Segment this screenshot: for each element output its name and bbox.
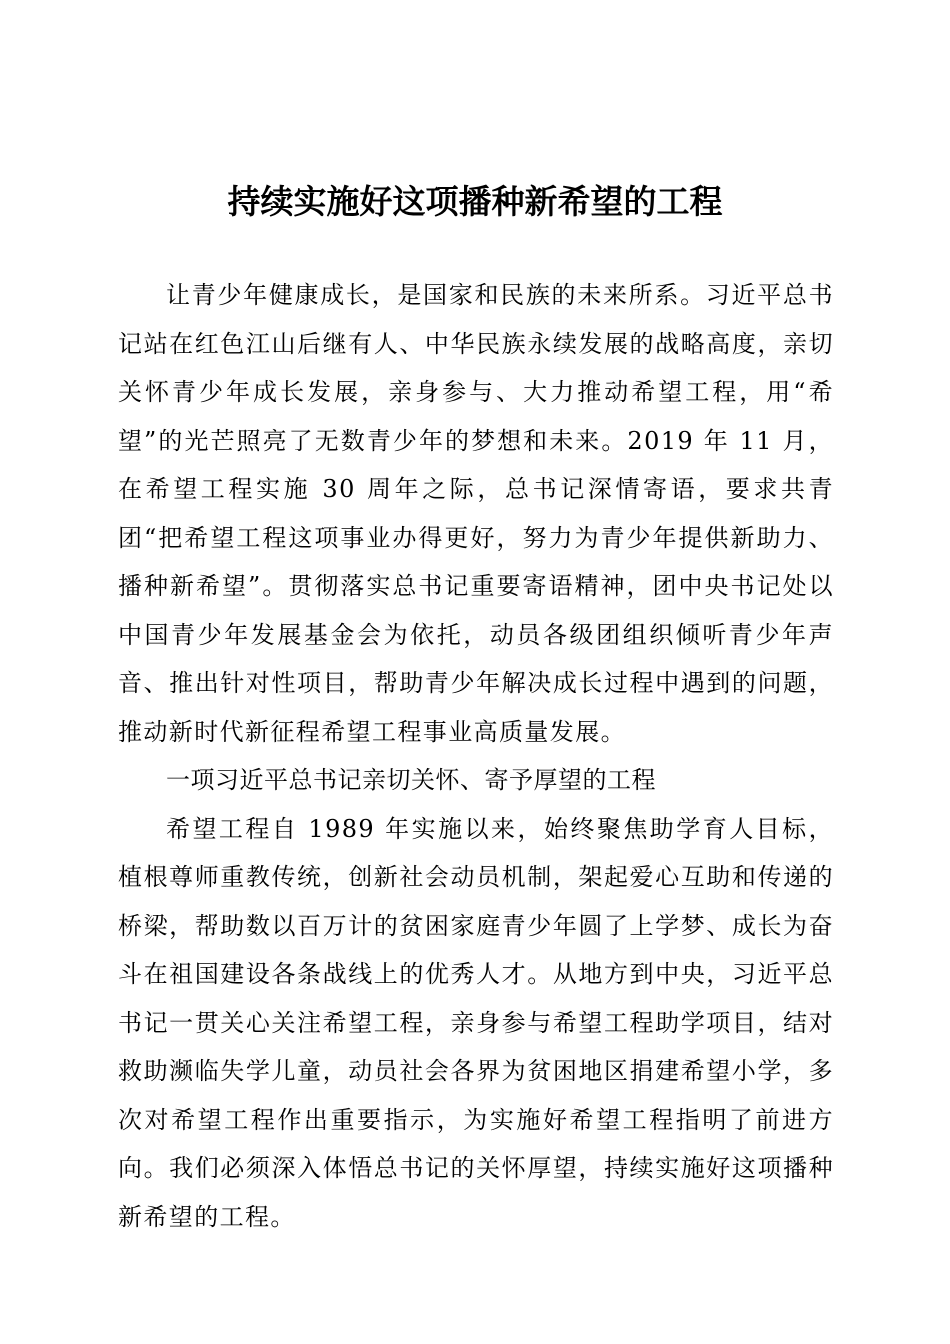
paragraph-section-1: 希望工程自 1989 年实施以来，始终聚焦助学育人目标，植根尊师重教传统，创新社会动员机制，架起爱心互助和传递的桥梁，帮助数以百万计的贫困家庭青少年圆了上学梦、成长为奋斗在祖国建设各条战线上的优秀人才。从地方到中央，习近平总书记一贯关心关注希望工程，亲身参与希望工程助学项目，结对救助濒临失学儿童，动员社会各界为贫困地区捐建希望小学，多次对希望工程作出重要指示，为实施好希望工程指明了前进方向。我们必须深入体悟总书记的关怀厚望，持续实施好这项播种新希望的工程。 xyxy=(118,814,834,1231)
paragraph-intro: 让青少年健康成长，是国家和民族的未来所系。习近平总书记站在红色江山后继有人、中华民族永续发展的战略高度，亲切关怀青少年成长发展，亲身参与、大力推动希望工程，用“希望”的光芒照亮了无数青少年的梦想和未来。2019 年 11 月，在希望工程实施 30 周年之际，总书记深情寄语，要求共青团“把希望工程这项事业办得更好，努力为青少年提供新助力、播种新希望”。贯彻落实总书记重要寄语精神，团中央书记处以中国青少年发展基金会为依托，动员各级团组织倾听青少年声音、推出针对性项目，帮助青少年解决成长过程中遇到的问题，推动新时代新征程希望工程事业高质量发展。 xyxy=(118,281,834,746)
document-body xyxy=(118,271,834,1241)
section-heading: 一项习近平总书记亲切关怀、寄予厚望的工程 xyxy=(166,766,656,794)
document-title: 持续实施好这项播种新希望的工程 xyxy=(227,182,723,221)
